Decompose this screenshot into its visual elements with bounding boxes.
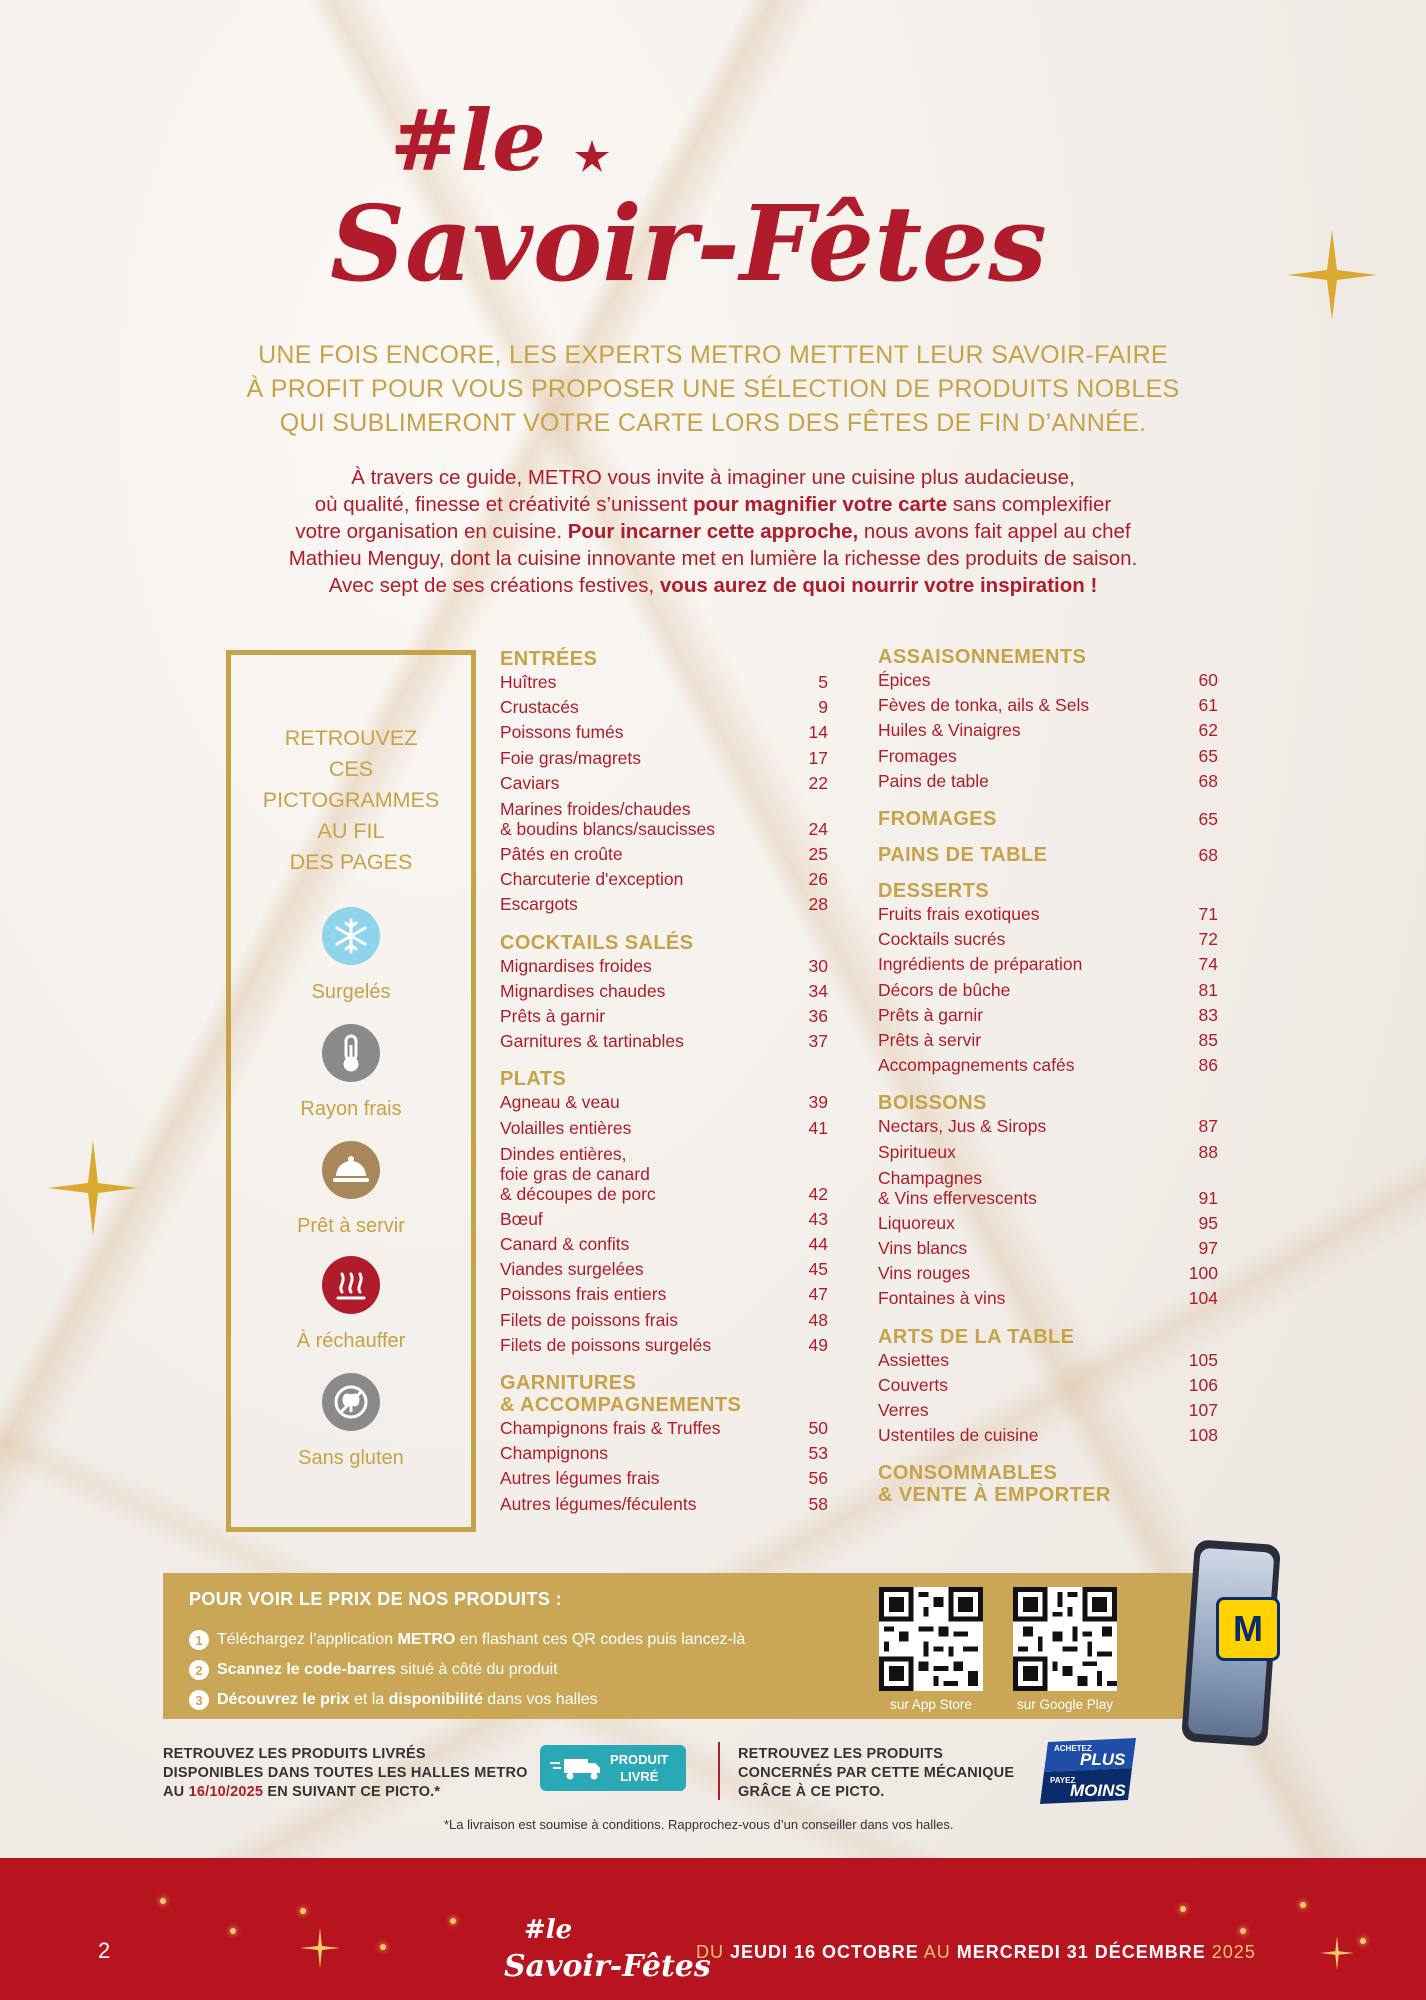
toc-entry (878, 1168, 1218, 1208)
toc-entry-label: Cocktails sucrés (878, 929, 1006, 950)
toc-entry-label: Champignons (500, 1443, 608, 1464)
toc-page-number: 17 (808, 747, 828, 768)
toc-page-number: 39 (808, 1092, 828, 1113)
picto-label: Prêt à servir (297, 1215, 405, 1237)
toc-section-label: PAINS DE TABLE (878, 844, 1048, 867)
toc-page-number: 43 (808, 1208, 828, 1229)
toc-page-number: 81 (1198, 979, 1218, 1000)
gluten-free-icon (322, 1373, 380, 1431)
toc-entry-label: Ingrédients de préparation (878, 954, 1083, 975)
toc-page-number: 36 (808, 1006, 828, 1027)
toc-entry (500, 799, 828, 839)
toc-entry-label: Pâtés en croûte (500, 844, 623, 865)
snowflake-icon (322, 907, 380, 965)
toc-page-number: 28 (808, 894, 828, 915)
toc-entry (878, 744, 1218, 769)
toc-page-number: 71 (1198, 904, 1218, 925)
svg-text:Savoir-Fêtes: Savoir-Fêtes (504, 1949, 711, 1984)
toc-entry-label: Charcuterie d'exception (500, 869, 684, 890)
toc-entry (878, 927, 1218, 952)
toc-page-number: 83 (1198, 1004, 1218, 1025)
toc-entry (500, 1416, 828, 1441)
toc-section (878, 1462, 1218, 1506)
toc-section (878, 880, 1218, 1078)
toc-entry (500, 1116, 828, 1141)
toc-entry-label: Prêts à garnir (500, 1006, 606, 1027)
toc-entry-label: Liquoreux (878, 1212, 955, 1233)
toc-page-number: 68 (1198, 845, 1218, 866)
toc-entry-label: Marines froides/chaudes & boudins blancs/saucisses (500, 799, 715, 840)
toc-page-number: 62 (1198, 720, 1218, 741)
toc-page-number: 108 (1188, 1425, 1218, 1446)
toc-page-number: 91 (1198, 1187, 1218, 1208)
page-title (330, 90, 1090, 330)
footnote: *La livraison est soumise à conditions. Rapprochez-vous d’un conseiller dans vos halles. (444, 1817, 954, 1832)
toc-entry (878, 978, 1218, 1003)
toc-entry (878, 1003, 1218, 1028)
toc-entry-label: Vins rouges (878, 1263, 971, 1284)
toc-section-label: ENTRÉES (500, 648, 598, 670)
toc-entry-label: Champignons frais & Truffes (500, 1418, 721, 1439)
toc-entry-label: Autres légumes/féculents (500, 1493, 697, 1514)
toc-entry (500, 1441, 828, 1466)
toc-page-number: 107 (1188, 1400, 1218, 1421)
toc-entry (500, 1004, 828, 1029)
toc-section-title (878, 1462, 1218, 1506)
picto-pret-a-servir (231, 1141, 471, 1238)
toc-entry-label: Couverts (878, 1374, 949, 1395)
toc-entry-label: Filets de poissons frais (500, 1309, 678, 1330)
title-star-icon (575, 140, 609, 172)
mechanic-info: RETROUVEZ LES PRODUITS CONCERNÉS PAR CETTE MÉCANIQUE GRÂCE À CE PICTO. (738, 1746, 1015, 1800)
toc-page-number: 97 (1198, 1238, 1218, 1259)
toc-entry-label: Accompagnements cafés (878, 1055, 1075, 1076)
toc-entry-label: Garnitures & tartinables (500, 1031, 684, 1052)
picto-a-rechauffer (231, 1256, 471, 1353)
toc-entry (500, 1232, 828, 1257)
intro-line: Mathieu Menguy, dont la cuisine innovante met en lumière la richesse des produits de saison. (288, 547, 1138, 570)
svg-text:PAYEZ: PAYEZ (1050, 1776, 1076, 1785)
picto-sans-gluten (231, 1373, 471, 1470)
toc-entry (500, 1257, 828, 1282)
footer-logo (500, 1910, 711, 1994)
picto-rayon-frais (231, 1024, 471, 1121)
toc-section-title (878, 808, 1218, 830)
toc-page-number: 47 (808, 1284, 828, 1305)
toc-section-label: COCKTAILS SALÉS (500, 931, 694, 954)
svg-text:#le: #le (524, 1915, 573, 1945)
toc-page-number: 9 (818, 697, 828, 718)
toc-page-number: 26 (808, 869, 828, 890)
toc-entry (500, 1492, 828, 1517)
picto-surgeles (231, 907, 471, 1004)
picto-label: Sans gluten (298, 1447, 404, 1469)
delivery-info: RETROUVEZ LES PRODUITS LIVRÉS DISPONIBLES DANS TOUTES LES HALLES METRO AU 16/10/2025 EN SUIVANT CE PICTO.* (163, 1746, 528, 1800)
toc-section-label: CONSOMMABLES & VENTE À EMPORTER (878, 1462, 1111, 1507)
toc-section-label: ASSAISONNEMENTS (878, 646, 1087, 668)
toc-entry-label: Décors de bûche (878, 979, 1011, 1000)
achetez-plus-payez-moins-badge (1040, 1738, 1140, 1804)
toc-entry-label: Poissons frais entiers (500, 1284, 667, 1305)
step-number: 2 (189, 1660, 209, 1680)
toc-entry (500, 892, 828, 917)
toc-section-label: FROMAGES (878, 808, 997, 831)
google-play-qr-code[interactable] (1013, 1587, 1117, 1691)
toc-entry (878, 1261, 1218, 1286)
toc-entry-label: Prêts à garnir (878, 1004, 984, 1025)
toc-page-number: 37 (808, 1031, 828, 1052)
toc-entry-label: Vins blancs (878, 1238, 968, 1259)
truck-icon (550, 1757, 602, 1781)
toc-page-number: 86 (1198, 1055, 1218, 1076)
toc-entry-label: Verres (878, 1400, 929, 1421)
toc-page-number: 105 (1188, 1349, 1218, 1370)
toc-section-title (878, 880, 1218, 902)
toc-section (878, 1092, 1218, 1311)
toc-entry (878, 769, 1218, 794)
toc-entry (500, 771, 828, 796)
toc-page-number: 42 (808, 1183, 828, 1204)
toc-entry-label: Dindes entières, foie gras de canard & découpes de porc (500, 1143, 656, 1204)
price-step: 1 Téléchargez l’application METRO en flashant ces QR codes puis lancez-là (189, 1630, 745, 1650)
toc-left-column (500, 648, 828, 1517)
toc-entry (500, 695, 828, 720)
toc-section (878, 844, 1218, 866)
toc-entry-label: Champagnes & Vins effervescents (878, 1167, 1037, 1208)
intro-line: Avec sept de ses créations festives, vous aurez de quoi nourrir votre inspiration ! (328, 574, 1098, 597)
toc-section (500, 932, 828, 1055)
toc-entry (878, 718, 1218, 743)
toc-entry-label: Fontaines à vins (878, 1288, 1006, 1309)
toc-entry (878, 1348, 1218, 1373)
toc-entry-label: Mignardises chaudes (500, 980, 666, 1001)
toc-page-number: 85 (1198, 1030, 1218, 1051)
toc-section (500, 1372, 828, 1517)
toc-entry-label: Huiles & Vinaigres (878, 720, 1021, 741)
toc-entry-label: Poissons fumés (500, 722, 624, 743)
metro-app-icon: M (1216, 1597, 1280, 1661)
step-number: 3 (189, 1690, 209, 1710)
toc-section-label: PLATS (500, 1068, 567, 1091)
toc-entry (500, 979, 828, 1004)
toc-page-number: 30 (808, 955, 828, 976)
toc-entry-label: Fèves de tonka, ails & Sels (878, 695, 1090, 716)
toc-entry-label: Épices (878, 670, 931, 690)
price-info-band (163, 1573, 1263, 1719)
toc-entry (878, 1028, 1218, 1053)
toc-entry-label: Mignardises froides (500, 955, 652, 976)
toc-section-title (878, 1326, 1218, 1348)
toc-entry (500, 746, 828, 771)
price-step: 2 Scannez le code-barres situé à côté du produit (189, 1660, 558, 1680)
toc-section-label: BOISSONS (878, 1092, 987, 1115)
toc-right-column (878, 646, 1218, 1506)
toc-page-number: 41 (808, 1117, 828, 1138)
toc-entry (878, 668, 1218, 693)
app-store-label: sur App Store (890, 1697, 972, 1712)
toc-page-number: 65 (1198, 809, 1218, 830)
price-band-title: POUR VOIR LE PRIX DE NOS PRODUITS : (189, 1589, 563, 1609)
sparkle-star-icon (1320, 1936, 1354, 1970)
toc-entry (500, 954, 828, 979)
toc-section-label: DESSERTS (878, 880, 990, 903)
divider (718, 1742, 720, 1800)
pictogram-legend (226, 650, 476, 1532)
toc-page-number: 34 (808, 980, 828, 1001)
title-line2: Savoir-Fêtes (330, 182, 1047, 305)
google-play-label: sur Google Play (1016, 1697, 1114, 1712)
toc-section-title (500, 1372, 828, 1416)
lead-text (180, 338, 1246, 440)
intro-line: À travers ce guide, METRO vous invite à imaginer une cuisine plus audacieuse, (351, 466, 1075, 489)
intro-line: où qualité, finesse et créativité s’unissent pour magnifier votre carte sans complexifier (314, 493, 1112, 516)
toc-entry (878, 1053, 1218, 1078)
toc-entry (500, 867, 828, 892)
toc-page-number: 61 (1198, 695, 1218, 716)
toc-page-number: 88 (1198, 1141, 1218, 1162)
toc-entry-label: Autres légumes frais (500, 1468, 660, 1489)
toc-entry-label: Prêts à servir (878, 1030, 982, 1051)
gold-star-icon (48, 1140, 138, 1240)
toc-section-title (500, 932, 828, 954)
toc-entry (878, 1398, 1218, 1423)
toc-entry (878, 952, 1218, 977)
gold-star-icon (1287, 230, 1377, 324)
toc-entry (878, 693, 1218, 718)
thermometer-icon (322, 1024, 380, 1082)
toc-entry-label: Huîtres (500, 672, 557, 692)
toc-page-number: 25 (808, 844, 828, 865)
toc-section (500, 648, 828, 918)
toc-page-number: 100 (1188, 1263, 1218, 1284)
toc-entry (878, 1211, 1218, 1236)
toc-page-number: 104 (1188, 1288, 1218, 1309)
toc-entry (500, 670, 828, 695)
toc-section (878, 1326, 1218, 1449)
toc-page-number: 87 (1198, 1116, 1218, 1137)
toc-section-label: ARTS DE LA TABLE (878, 1325, 1075, 1348)
toc-page-number: 65 (1198, 745, 1218, 766)
toc-entry-label: Nectars, Jus & Sirops (878, 1116, 1047, 1137)
toc-page-number: 5 (818, 672, 828, 692)
toc-page-number: 53 (808, 1443, 828, 1464)
validity-dates: DU JEUDI 16 OCTOBRE AU MERCREDI 31 DÉCEMBRE 2025 (696, 1942, 1256, 1962)
toc-page-number: 50 (808, 1418, 828, 1439)
heat-icon (322, 1256, 380, 1314)
title-line1: #le (390, 91, 546, 190)
picto-label: Surgelés (311, 981, 391, 1003)
toc-section-label: GARNITURES & ACCOMPAGNEMENTS (500, 1372, 742, 1417)
toc-entry-label: Canard & confits (500, 1234, 630, 1255)
lead-line: À PROFIT POUR VOUS PROPOSER UNE SÉLECTION DE PRODUITS NOBLES (246, 375, 1180, 403)
toc-entry (500, 1090, 828, 1115)
toc-page-number: 49 (808, 1334, 828, 1355)
step-number: 1 (189, 1630, 209, 1650)
toc-entry-label: Foie gras/magrets (500, 747, 642, 768)
toc-page-number: 106 (1188, 1374, 1218, 1395)
toc-page-number: 24 (808, 819, 828, 840)
toc-page-number: 14 (808, 722, 828, 743)
toc-page-number: 58 (808, 1493, 828, 1514)
toc-entry-label: Ustentiles de cuisine (878, 1425, 1039, 1446)
toc-entry (500, 1144, 828, 1204)
toc-entry-label: Filets de poissons surgelés (500, 1334, 712, 1355)
toc-entry (878, 1373, 1218, 1398)
toc-entry (878, 1236, 1218, 1261)
toc-section-title (878, 646, 1218, 668)
toc-entry-label: Viandes surgelées (500, 1259, 644, 1280)
toc-page-number: 95 (1198, 1212, 1218, 1233)
page-number: 2 (98, 1938, 111, 1963)
toc-entry-label: Fruits frais exotiques (878, 904, 1040, 925)
toc-entry (500, 1207, 828, 1232)
cloche-icon (322, 1141, 380, 1199)
toc-entry-label: Assiettes (878, 1349, 949, 1370)
picto-label: Rayon frais (300, 1098, 402, 1120)
toc-section (878, 808, 1218, 830)
lead-line: UNE FOIS ENCORE, LES EXPERTS METRO METTENT LEUR SAVOIR-FAIRE (258, 341, 1168, 369)
toc-entry (878, 1114, 1218, 1139)
toc-entry-label: Escargots (500, 894, 578, 915)
toc-entry-label: Caviars (500, 772, 560, 793)
sparkle-star-icon (300, 1928, 340, 1968)
toc-entry-label: Agneau & veau (500, 1092, 620, 1113)
toc-page-number: 48 (808, 1309, 828, 1330)
toc-section-title (878, 844, 1218, 866)
intro-line: votre organisation en cuisine. Pour incarner cette approche, nous avons fait appel au chef (295, 520, 1131, 543)
toc-page-number: 44 (808, 1234, 828, 1255)
toc-entry-label: Spiritueux (878, 1141, 956, 1162)
toc-entry-label: Bœuf (500, 1208, 543, 1229)
pictogram-legend-title: RETROUVEZ CES PICTOGRAMMES AU FIL DES PAGES (262, 726, 440, 874)
picto-label: À réchauffer (296, 1330, 406, 1352)
toc-entry (500, 842, 828, 867)
toc-page-number: 72 (1198, 929, 1218, 950)
toc-entry (878, 902, 1218, 927)
price-step: 3 Découvrez le prix et la disponibilité dans vos halles (189, 1690, 598, 1710)
lead-line: QUI SUBLIMERONT VOTRE CARTE LORS DES FÊTES DE FIN D’ANNÉE. (279, 409, 1147, 437)
toc-page-number: 74 (1198, 954, 1218, 975)
toc-section-title (878, 1092, 1218, 1114)
toc-entry (878, 1423, 1218, 1448)
toc-entry (878, 1140, 1218, 1165)
svg-text:MOINS: MOINS (1070, 1781, 1126, 1800)
app-store-qr-code[interactable] (879, 1587, 983, 1691)
toc-section (878, 646, 1218, 794)
toc-entry-label: Volailles entières (500, 1117, 632, 1138)
toc-page-number: 45 (808, 1259, 828, 1280)
svg-text:PLUS: PLUS (1080, 1750, 1126, 1769)
toc-entry (500, 1029, 828, 1054)
svg-text:ACHETEZ: ACHETEZ (1054, 1744, 1092, 1753)
toc-entry (500, 1466, 828, 1491)
toc-entry (500, 720, 828, 745)
footer (0, 1858, 1426, 2000)
toc-section-title (500, 648, 828, 670)
toc-entry-label: Fromages (878, 745, 957, 766)
toc-page-number: 68 (1198, 770, 1218, 791)
toc-entry (500, 1333, 828, 1358)
toc-entry-label: Crustacés (500, 697, 579, 718)
toc-entry (500, 1308, 828, 1333)
toc-entry (500, 1282, 828, 1307)
toc-page-number: 22 (808, 772, 828, 793)
toc-page-number: 56 (808, 1468, 828, 1489)
toc-section (500, 1068, 828, 1358)
toc-entry-label: Pains de table (878, 770, 989, 791)
toc-entry (878, 1286, 1218, 1311)
intro-paragraph (170, 464, 1256, 599)
toc-section-title (500, 1068, 828, 1090)
produit-livre-badge: PRODUIT LIVRÉ (540, 1745, 686, 1791)
toc-page-number: 60 (1198, 670, 1218, 690)
